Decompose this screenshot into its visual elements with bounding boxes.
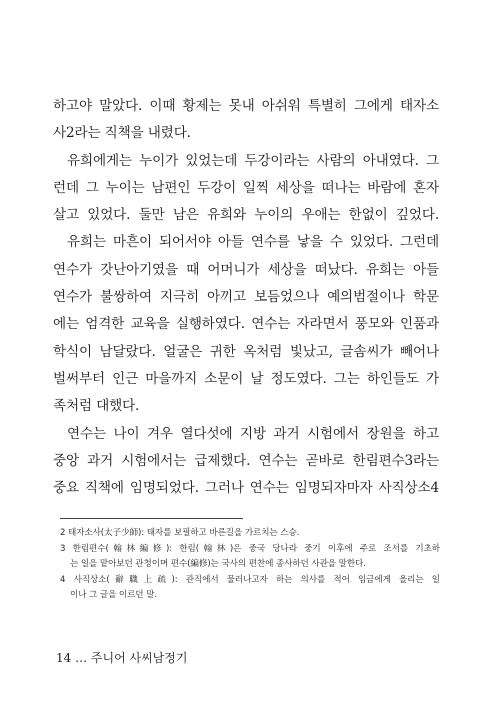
text-line: 족처럼 대했다. [53, 398, 140, 415]
text-line: 런데 그 누이는 남편인 두강이 일찍 세상을 떠나는 바람에 혼자 [53, 179, 439, 196]
paragraph-start-line: 연수는 나이 겨우 열다섯에 지방 과거 시험에서 장원을 하고 [67, 425, 439, 442]
text-line: 벌써부터 인근 마을까지 소문이 날 정도였다. 그는 하인들도 가 [53, 370, 439, 387]
text-line: 연수가 갓난아기였을 때 어머니가 세상을 떠났다. 유희는 아들 [53, 261, 439, 278]
footnote-divider [60, 518, 243, 519]
paragraph-start-line: 유희에게는 누이가 있었는데 두강이라는 사람의 아내였다. 그 [67, 152, 439, 169]
text-line: 중요 직책에 임명되었다. 그러나 연수는 임명되자마자 사직상소4 [53, 480, 439, 497]
text-line: 살고 있었다. 둘만 남은 유희와 누이의 우애는 한없이 깊었다. [53, 207, 439, 224]
text-line: 학식이 남달랐다. 얼굴은 귀한 옥처럼 빛났고, 글솜씨가 빼어나 [53, 343, 439, 360]
paragraph-start-line: 유희는 마흔이 되어서야 아들 연수를 낳을 수 있었다. 그런데 [67, 234, 439, 251]
footnote-3: 3 한림편수(翰林編修): 한림(翰林)은 중국 당나라 중기 이후에 주로 조서를 기초하 [60, 543, 440, 554]
text-line: 연수가 불쌍하여 지극히 아끼고 보듬었으나 예의범절이나 학문 [53, 289, 439, 306]
footnote-2: 2 태자소사(太子少師): 태자를 보필하고 바른길을 가르치는 스승. [60, 528, 300, 538]
text-line: 에는 엄격한 교육을 실행하였다. 연수는 자라면서 풍모와 인품과 [53, 316, 439, 333]
footnote-3-continued: 는 일을 맡아보던 관청이며 편수(編修)는 국사의 편찬에 종사하던 사관을 말한다. [70, 559, 366, 569]
text-line: 중앙 과거 시험에서는 급제했다. 연수는 곧바로 한림편수3라는 [53, 452, 439, 469]
footnote-4: 4 사직상소(辭職上疏): 관직에서 물러나고자 하는 의사를 적어 임금에게 올리는 일 [60, 574, 440, 585]
main-text [53, 93, 439, 502]
text-line: 사2라는 직책을 내렸다. [53, 125, 191, 142]
text-line: 하고야 말았다. 이때 황제는 못내 아쉬워 특별히 그에게 태자소 [53, 98, 439, 114]
footnotes [60, 526, 440, 604]
footnote-4-continued: 이나 그 글을 이르던 말. [70, 590, 157, 600]
page-footer-folio: 14 … 주니어 사씨남정기 [56, 651, 188, 665]
